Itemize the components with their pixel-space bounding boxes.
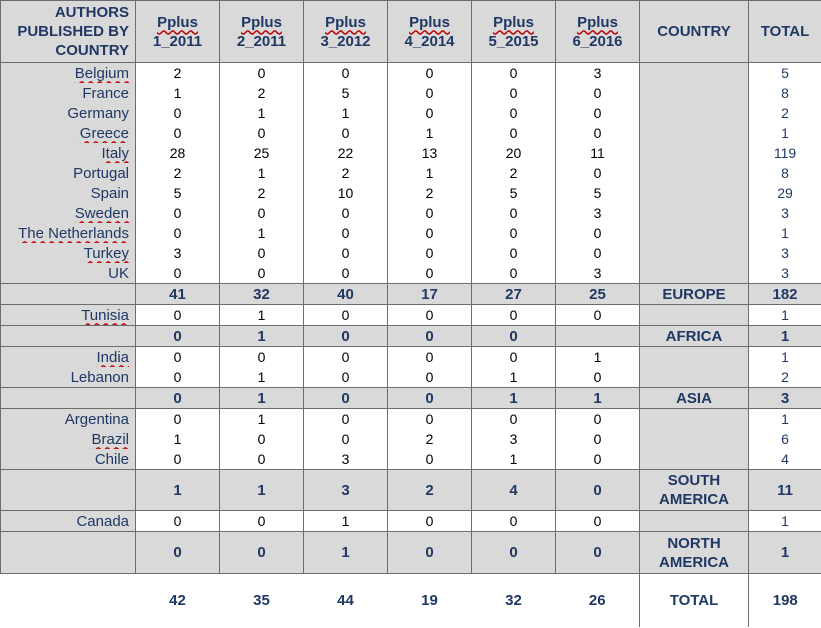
region-summary-row [1,326,821,347]
total-header: TOTAL [749,1,821,63]
cell-value: 2 [136,63,220,84]
cell-value: 3 [556,203,640,223]
cell-value: 0 [556,449,640,470]
summary-value: 27 [472,284,556,305]
cell-value: 0 [388,223,472,243]
grand-value: 44 [304,574,388,628]
summary-value: 0 [388,326,472,347]
summary-value: 0 [472,326,556,347]
cell-value: 0 [472,83,556,103]
country-cell [640,511,749,532]
cell-value: 0 [304,203,388,223]
grand-blank [1,574,136,628]
cell-value: 0 [136,305,220,326]
cell-value: 0 [220,449,304,470]
region-summary-row [1,388,821,409]
period-header: Pplus 1_2011 [136,1,220,63]
region-total: 11 [749,470,821,511]
table-row [1,183,821,203]
country-cell [640,203,749,223]
summary-value [556,326,640,347]
region-name: ASIA [640,388,749,409]
country-name [1,367,136,388]
grand-value: 32 [472,574,556,628]
summary-value: 1 [220,326,304,347]
cell-value: 0 [304,409,388,430]
row-total: 3 [749,203,821,223]
cell-value: 1 [556,347,640,368]
summary-value: 0 [304,388,388,409]
country-name [1,409,136,430]
cell-value: 2 [304,163,388,183]
region-total: 1 [749,326,821,347]
country-name [1,429,136,449]
grand-total-row [1,574,821,628]
country-cell [640,243,749,263]
period-header: Pplus 3_2012 [304,1,388,63]
cell-value: 1 [472,449,556,470]
cell-value: 0 [472,511,556,532]
summary-blank [1,470,136,511]
cell-value: 1 [220,409,304,430]
summary-value: 1 [472,388,556,409]
cell-value: 0 [556,367,640,388]
table-row [1,347,821,368]
cell-value: 0 [136,103,220,123]
row-total: 1 [749,123,821,143]
row-total: 4 [749,449,821,470]
table-row [1,511,821,532]
grand-value: 35 [220,574,304,628]
cell-value: 0 [388,367,472,388]
cell-value: 0 [136,511,220,532]
cell-value: 0 [220,263,304,284]
authors-header: AUTHORS PUBLISHED BY COUNTRY [1,1,136,63]
row-total: 8 [749,163,821,183]
cell-value: 2 [220,83,304,103]
country-name [1,347,136,368]
country-cell [640,123,749,143]
table-row [1,123,821,143]
region-summary-row [1,284,821,305]
cell-value: 0 [472,123,556,143]
country-cell [640,409,749,430]
cell-value: 0 [472,243,556,263]
row-total: 1 [749,347,821,368]
table-row [1,163,821,183]
cell-value: 5 [472,183,556,203]
period-header: Pplus 6_2016 [556,1,640,63]
row-total: 6 [749,429,821,449]
header-row [1,1,821,63]
cell-value: 1 [136,83,220,103]
summary-value: 17 [388,284,472,305]
country-name-text: Argentina [64,410,129,428]
grand-total: 198 [749,574,821,628]
cell-value: 0 [136,449,220,470]
cell-value: 0 [472,203,556,223]
cell-value: 0 [472,63,556,84]
table-row [1,223,821,243]
cell-value: 0 [304,347,388,368]
cell-value: 0 [136,203,220,223]
country-name-text: Turkey [83,244,129,262]
country-name-text: Spain [90,184,129,202]
country-name-text: Sweden [74,204,129,222]
cell-value: 0 [304,367,388,388]
cell-value: 0 [388,103,472,123]
cell-value: 3 [136,243,220,263]
cell-value: 0 [388,83,472,103]
country-name-text: Lebanon [70,368,129,386]
country-cell [640,347,749,368]
country-name-text: Chile [94,450,129,468]
table-row [1,83,821,103]
summary-value: 1 [220,470,304,511]
cell-value: 0 [556,409,640,430]
country-cell [640,163,749,183]
grand-value: 19 [388,574,472,628]
cell-value: 5 [304,83,388,103]
summary-value: 0 [388,388,472,409]
cell-value: 0 [388,263,472,284]
cell-value: 0 [556,305,640,326]
cell-value: 5 [556,183,640,203]
summary-value: 0 [136,532,220,574]
cell-value: 0 [220,429,304,449]
period-header: Pplus 5_2015 [472,1,556,63]
cell-value: 0 [304,63,388,84]
region-total: 3 [749,388,821,409]
region-name: SOUTH AMERICA [640,470,749,511]
country-name [1,83,136,103]
cell-value: 1 [220,305,304,326]
country-name-text: India [96,348,129,366]
country-name [1,63,136,84]
cell-value: 2 [136,163,220,183]
country-name-text: Italy [101,144,129,162]
country-cell [640,223,749,243]
row-total: 1 [749,223,821,243]
cell-value: 0 [304,223,388,243]
cell-value: 25 [220,143,304,163]
cell-value: 0 [304,429,388,449]
cell-value: 0 [220,347,304,368]
cell-value: 0 [304,263,388,284]
country-name-text: Greece [79,124,129,142]
cell-value: 0 [556,223,640,243]
country-name [1,243,136,263]
row-total: 3 [749,243,821,263]
cell-value: 0 [220,243,304,263]
summary-value: 3 [304,470,388,511]
country-cell [640,103,749,123]
region-summary-row [1,470,821,511]
cell-value: 3 [556,63,640,84]
summary-value: 40 [304,284,388,305]
table-row [1,243,821,263]
cell-value: 0 [472,103,556,123]
table-body [1,63,821,628]
cell-value: 0 [136,409,220,430]
cell-value: 0 [556,243,640,263]
country-name-text: Brazil [91,430,129,448]
country-name-text: Canada [76,512,129,530]
cell-value: 0 [472,305,556,326]
country-name [1,123,136,143]
summary-value: 4 [472,470,556,511]
cell-value: 2 [472,163,556,183]
cell-value: 0 [220,123,304,143]
country-name [1,103,136,123]
country-name [1,263,136,284]
country-name [1,449,136,470]
cell-value: 0 [472,263,556,284]
cell-value: 2 [220,183,304,203]
cell-value: 0 [472,409,556,430]
country-name-text: Portugal [73,164,129,182]
cell-value: 13 [388,143,472,163]
country-name [1,183,136,203]
region-total: 182 [749,284,821,305]
country-name-text: Germany [67,104,129,122]
region-total: 1 [749,532,821,574]
cell-value: 20 [472,143,556,163]
cell-value: 2 [388,183,472,203]
country-name [1,305,136,326]
cell-value: 1 [388,163,472,183]
country-cell [640,305,749,326]
region-name: NORTH AMERICA [640,532,749,574]
row-total: 119 [749,143,821,163]
row-total: 1 [749,305,821,326]
cell-value: 0 [136,367,220,388]
summary-value: 1 [304,532,388,574]
cell-value: 0 [136,123,220,143]
row-total: 2 [749,103,821,123]
summary-value: 0 [556,532,640,574]
cell-value: 1 [304,103,388,123]
country-name-text: The Netherlands [18,224,129,242]
country-name [1,511,136,532]
summary-value: 0 [388,532,472,574]
cell-value: 1 [220,103,304,123]
summary-value: 32 [220,284,304,305]
summary-value: 1 [556,388,640,409]
summary-value: 0 [556,470,640,511]
country-cell [640,263,749,284]
table-row [1,429,821,449]
cell-value: 0 [388,347,472,368]
cell-value: 1 [388,123,472,143]
region-summary-row [1,532,821,574]
cell-value: 3 [472,429,556,449]
cell-value: 1 [304,511,388,532]
grand-value: 26 [556,574,640,628]
country-cell [640,367,749,388]
cell-value: 0 [556,429,640,449]
cell-value: 0 [388,305,472,326]
row-total: 1 [749,409,821,430]
country-name-text: Belgium [74,64,129,82]
table-row [1,409,821,430]
summary-value: 25 [556,284,640,305]
table-row [1,63,821,84]
cell-value: 11 [556,143,640,163]
country-name-text: UK [108,264,129,282]
table-row [1,263,821,284]
table-row [1,305,821,326]
country-cell [640,83,749,103]
summary-value: 1 [220,388,304,409]
country-cell [640,183,749,203]
cell-value: 3 [556,263,640,284]
grand-label: TOTAL [640,574,749,628]
summary-blank [1,532,136,574]
cell-value: 2 [388,429,472,449]
summary-value: 0 [472,532,556,574]
row-total: 29 [749,183,821,203]
cell-value: 0 [304,243,388,263]
cell-value: 0 [388,203,472,223]
cell-value: 3 [304,449,388,470]
row-total: 1 [749,511,821,532]
row-total: 8 [749,83,821,103]
cell-value: 0 [388,243,472,263]
region-name: AFRICA [640,326,749,347]
table-row [1,367,821,388]
period-header: Pplus 2_2011 [220,1,304,63]
row-total: 5 [749,63,821,84]
cell-value: 0 [136,347,220,368]
table-row [1,103,821,123]
cell-value: 0 [472,223,556,243]
cell-value: 0 [556,83,640,103]
cell-value: 0 [556,163,640,183]
cell-value: 1 [220,163,304,183]
cell-value: 0 [556,123,640,143]
summary-value: 2 [388,470,472,511]
cell-value: 1 [220,223,304,243]
cell-value: 1 [472,367,556,388]
cell-value: 10 [304,183,388,203]
row-total: 2 [749,367,821,388]
cell-value: 0 [220,511,304,532]
table-row [1,203,821,223]
period-header: Pplus 4_2014 [388,1,472,63]
cell-value: 0 [388,449,472,470]
cell-value: 28 [136,143,220,163]
summary-blank [1,284,136,305]
cell-value: 0 [388,409,472,430]
country-name [1,203,136,223]
summary-value: 0 [220,532,304,574]
cell-value: 5 [136,183,220,203]
cell-value: 0 [388,63,472,84]
summary-blank [1,326,136,347]
cell-value: 0 [304,123,388,143]
cell-value: 1 [136,429,220,449]
summary-value: 41 [136,284,220,305]
row-total: 3 [749,263,821,284]
cell-value: 1 [220,367,304,388]
country-header: COUNTRY [640,1,749,63]
cell-value: 0 [136,263,220,284]
table-row [1,143,821,163]
country-name [1,163,136,183]
cell-value: 0 [136,223,220,243]
summary-value: 0 [304,326,388,347]
cell-value: 22 [304,143,388,163]
table-row [1,449,821,470]
cell-value: 0 [556,103,640,123]
country-name-text: France [82,84,129,102]
summary-value: 0 [136,326,220,347]
country-cell [640,143,749,163]
grand-value: 42 [136,574,220,628]
cell-value: 0 [304,305,388,326]
summary-blank [1,388,136,409]
country-name-text: Tunisia [81,306,129,324]
cell-value: 0 [472,347,556,368]
cell-value: 0 [388,511,472,532]
country-cell [640,63,749,84]
cell-value: 0 [220,63,304,84]
cell-value: 0 [220,203,304,223]
country-cell [640,449,749,470]
country-name [1,223,136,243]
region-name: EUROPE [640,284,749,305]
country-name [1,143,136,163]
summary-value: 1 [136,470,220,511]
summary-value: 0 [136,388,220,409]
cell-value: 0 [556,511,640,532]
country-cell [640,429,749,449]
